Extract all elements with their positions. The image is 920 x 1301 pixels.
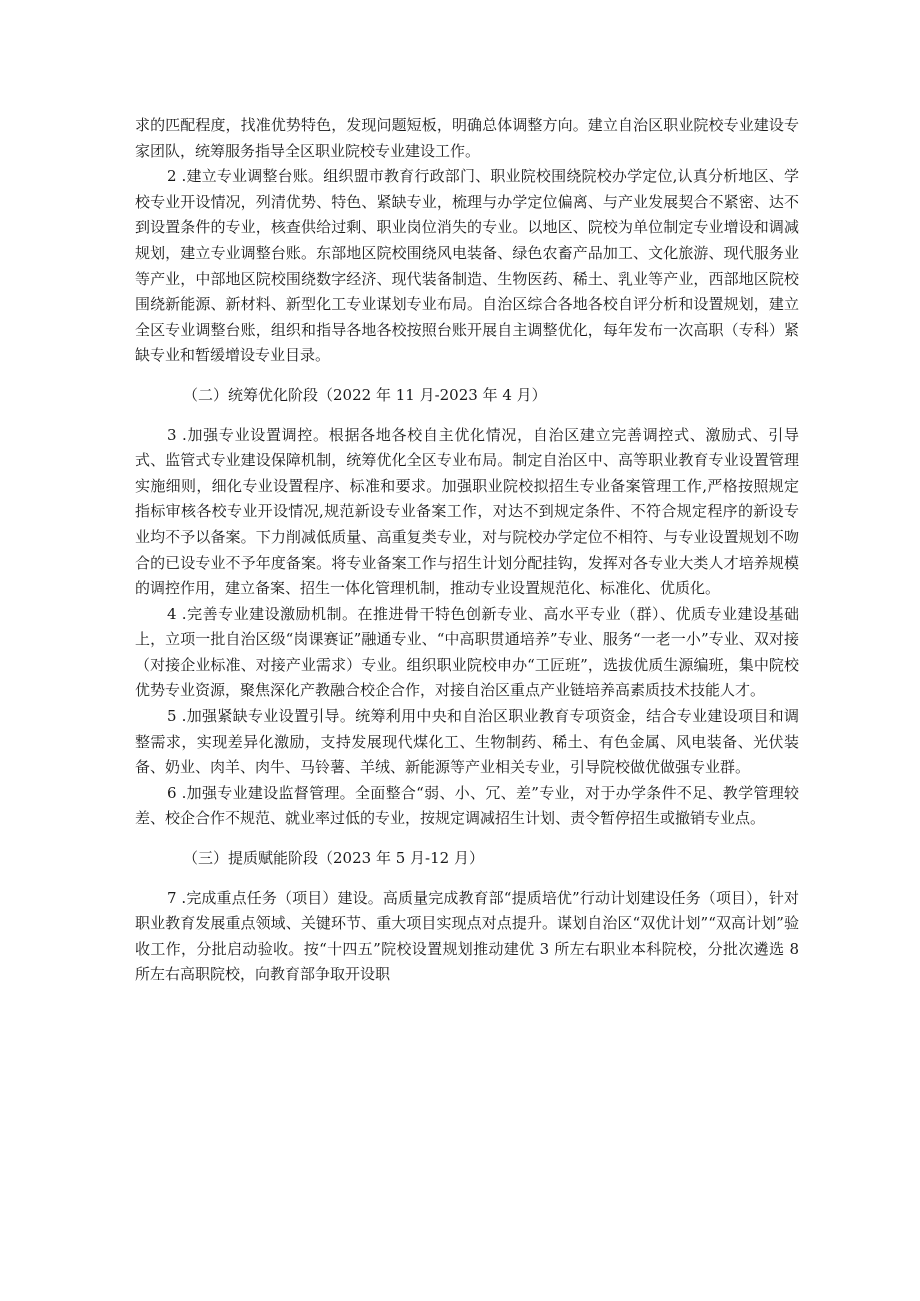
paragraph-item-2: 2 .建立专业调整台账。组织盟市教育行政部门、职业院校围绕院校办学定位,认真分析地区、学校专业开设情况，列清优势、特色、紧缺专业，梳理与办学定位偏离、与产业发展契合不紧密、达不到设置条件的专业，核查供给过剩、职业岗位消失的专业。以地区、院校为单位制定专业增设和调减规划，建立专业调整台账。东部地区院校围绕风电装备、绿色农畜产品加工、文化旅游、现代服务业等产业，中部地区院校围绕数字经济、现代装备制造、生物医药、稀土、乳业等产业，西部地区院校围绕新能源、新材料、新型化工专业谋划专业布局。自治区综合各地各校自评分析和设置规划，建立全区专业调整台账，组织和指导各地各校按照台账开展自主调整优化，每年发布一次高职（专科）紧缺专业和暂缓增设专业目录。 [135, 167, 799, 365]
paragraph-continued: 求的匹配程度，找准优势特色，发现问题短板，明确总体调整方向。建立自治区职业院校专业建设专家团队，统筹服务指导全区职业院校专业建设工作。 [135, 116, 799, 160]
section-heading-2: （二）统筹优化阶段（2022 年 11 月-2023 年 4 月） [183, 385, 547, 404]
paragraph-item-5: 5 .加强紧缺专业设置引导。统筹利用中央和自治区职业教育专项资金，结合专业建设项目和调整需求，实现差异化激励，支持发展现代煤化工、生物制药、稀土、有色金属、风电装备、光伏装备、奶业、肉羊、肉牛、马铃薯、羊绒、新能源等产业相关专业，引导院校做优做强专业群。 [135, 707, 799, 777]
document-page [135, 113, 799, 988]
paragraph-item-7: 7 .完成重点任务（项目）建设。高质量完成教育部“提质培优”行动计划建设任务（项目），针对职业教育发展重点领域、关键环节、重大项目实现点对点提升。谋划自治区“双优计划”“双高计划”验收工作，分批启动验收。按“十四五”院校设置规划推动建优 3 所左右职业本科院校，分批次遴选 8 所左右高职院校，向教育部争取开设职 [135, 888, 799, 984]
section-heading-3: （三）提质赋能阶段（2023 年 5 月-12 月） [183, 849, 484, 868]
paragraph-item-3: 3 .加强专业设置调控。根据各地各校自主优化情况，自治区建立完善调控式、激励式、引导式、监管式专业建设保障机制，统筹优化全区专业布局。制定自治区中、高等职业教育专业设置管理实施细则，细化专业设置程序、标准和要求。加强职业院校拟招生专业备案管理工作,严格按照规定指标审核各校专业开设情况,规范新设专业备案工作，对达不到规定条件、不符合规定程序的新设专业均不予以备案。下力削减低质量、高重复类专业，对与院校办学定位不相符、与专业设置规划不吻合的已设专业不予年度备案。将专业备案工作与招生计划分配挂钩，发挥对各专业大类人才培养规模的调控作用，建立备案、招生一体化管理机制，推动专业设置规范化、标准化、优质化。 [135, 425, 799, 598]
paragraph-item-6: 6 .加强专业建设监督管理。全面整合“弱、小、冗、差”专业，对于办学条件不足、教学管理较差、校企合作不规范、就业率过低的专业，按规定调减招生计划、责令暂停招生或撤销专业点。 [135, 783, 799, 828]
paragraph-item-4: 4 .完善专业建设激励机制。在推进骨干特色创新专业、高水平专业（群）、优质专业建设基础上，立项一批自治区级“岗课赛证”融通专业、“中高职贯通培养”专业、服务“一老一小”专业、双对接（对接企业标准、对接产业需求）专业。组织职业院校申办“工匠班”，选拔优质生源编班，集中院校优势专业资源，聚焦深化产教融合校企合作，对接自治区重点产业链培养高素质技术技能人才。 [135, 604, 799, 700]
